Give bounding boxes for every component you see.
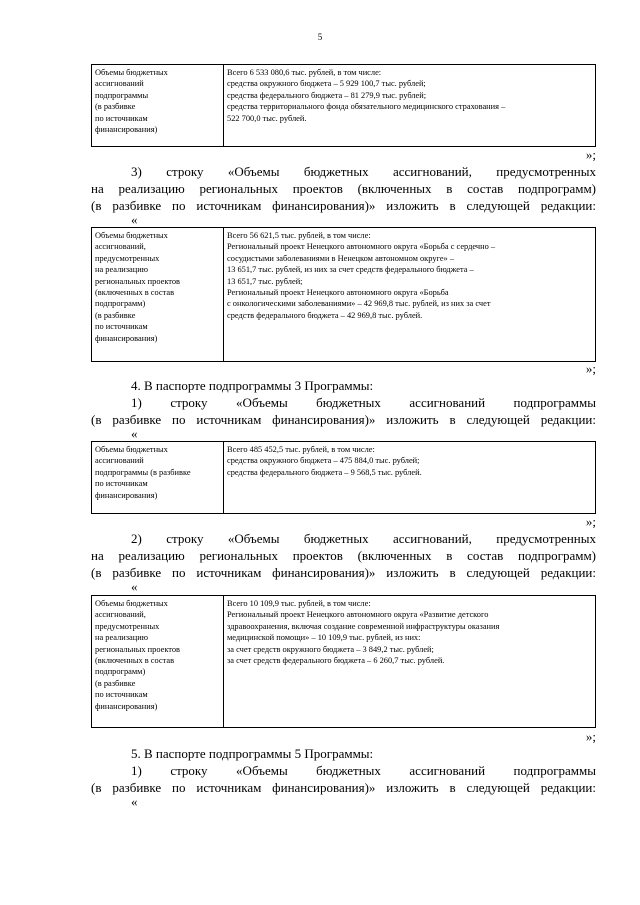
label-line: финансирования) [95,490,158,500]
table-regional-projects-3 [91,595,596,728]
heading-subprogram-3: 4. В паспорте подпрограммы 3 Программы: [131,378,374,393]
paragraph-line: на реализацию региональных проектов (включенных в состав подпрограмм) [91,181,596,196]
label-line: (включенных в состав [95,656,175,666]
label-line: (в разбивке [95,310,136,320]
paragraph-2-item [91,530,596,581]
table-value-cell [224,65,596,147]
closing-quote: »; [585,514,596,529]
table-subprogram-budget-3 [91,441,596,514]
value-line: средств федерального бюджета – 42 969,8 тыс. рублей. [227,310,423,320]
label-line: подпрограммы (в разбивке [95,467,191,477]
label-line: (в разбивке [95,102,136,112]
paragraph-line: на реализацию региональных проектов (включенных в состав подпрограмм) [91,548,596,563]
value-line: средства территориального фонда обязательного медицинского страхования – [227,102,506,112]
paragraph-1-item [91,762,596,796]
opening-quote: « [131,426,138,441]
paragraph-line: (в разбивке по источникам финансирования)» изложить в следующей редакции: [91,412,596,427]
label-line: по источникам [95,690,148,700]
table-label-cell [92,65,224,147]
value-line: средства федерального бюджета – 81 279,9 тыс. рублей; [227,90,427,100]
paragraph-line: (в разбивке по источникам финансирования)» изложить в следующей редакции: [91,780,596,795]
label-line: Объемы бюджетных [95,68,168,77]
value-line: за счет средств окружного бюджета – 3 849,2 тыс. рублей; [227,644,434,654]
closing-quote: »; [585,361,596,376]
label-line: на реализацию [95,633,148,643]
table-value-cell [224,596,596,728]
paragraph-line: 3) строку «Объемы бюджетных ассигнований, предусмотренных [131,164,596,179]
value-line: средства федерального бюджета – 9 568,5 тыс. рублей. [227,467,422,477]
label-line: региональных проектов [95,276,180,286]
value-line: 13 651,7 тыс. рублей; [227,276,303,286]
value-line: здравоохранения, включая создание современной инфраструктуры оказания [227,621,500,631]
value-line: Всего 10 109,9 тыс. рублей, в том числе: [227,599,371,608]
label-line: ассигнований, [95,610,146,620]
paragraph-line: (в разбивке по источникам финансирования)» изложить в следующей редакции: [91,565,596,580]
value-line: Региональный проект Ненецкого автономного округа «Развитие детского [227,610,489,620]
paragraph-line: 1) строку «Объемы бюджетных ассигнований подпрограммы [131,763,596,778]
label-line: ассигнований [95,456,144,466]
value-line: Региональный проект Ненецкого автономного округа «Борьба с сердечно – [227,242,496,252]
closing-quote: »; [585,729,596,744]
page-number: 5 [317,32,323,42]
heading-subprogram-5: 5. В паспорте подпрограммы 5 Программы: [131,746,374,761]
opening-quote: « [131,212,138,227]
label-line: предусмотренных [95,253,160,263]
value-line: 13 651,7 тыс. рублей, из них за счет средств федерального бюджета – [227,265,474,275]
label-line: по источникам [95,322,148,332]
value-line: Всего 485 452,5 тыс. рублей, в том числе: [227,445,375,454]
label-line: (в разбивке [95,678,136,688]
value-line: средства окружного бюджета – 475 884,0 тыс. рублей; [227,456,420,466]
value-line: Всего 56 621,5 тыс. рублей, в том числе: [227,231,371,240]
label-line: подпрограмм) [95,299,146,309]
label-line: Объемы бюджетных [95,445,168,454]
table-regional-projects-1 [91,227,596,362]
label-line: по источникам [95,113,148,123]
value-line: Региональный проект Ненецкого автономного округа «Борьба [227,288,449,298]
paragraph-line: 1) строку «Объемы бюджетных ассигнований подпрограммы [131,395,596,410]
value-line: средства окружного бюджета – 5 929 100,7 тыс. рублей; [227,79,426,89]
paragraph-1-item [91,394,596,428]
opening-quote: « [131,794,138,809]
label-line: предусмотренных [95,621,160,631]
table-label-cell [92,228,224,362]
value-line: Всего 6 533 080,6 тыс. рублей, в том числе: [227,68,382,77]
opening-quote: « [131,579,138,594]
label-line: Объемы бюджетных [95,231,168,240]
paragraph-line: (в разбивке по источникам финансирования)» изложить в следующей редакции: [91,198,596,213]
label-line: финансирования) [95,125,158,135]
label-line: Объемы бюджетных [95,599,168,608]
closing-quote: »; [585,147,596,162]
table-value-cell [224,228,596,362]
label-line: подпрограммы [95,90,149,100]
table-subprogram-budget-1 [91,64,596,147]
table-label-cell [92,442,224,514]
label-line: подпрограмм) [95,667,146,677]
value-line: медицинской помощи» – 10 109,9 тыс. рублей, из них: [227,633,421,643]
label-line: финансирования) [95,333,158,343]
label-line: по источникам [95,479,148,489]
value-line: 522 700,0 тыс. рублей. [227,113,307,123]
table-label-cell [92,596,224,728]
value-line: за счет средств федерального бюджета – 6 260,7 тыс. рублей. [227,656,445,666]
paragraph-line: 2) строку «Объемы бюджетных ассигнований, предусмотренных [131,531,596,546]
table-row [92,228,596,362]
label-line: на реализацию [95,265,148,275]
paragraph-3-item [91,163,596,214]
table-row [92,596,596,728]
value-line: сосудистыми заболеваниями в Ненецком автономном округе» – [227,253,455,263]
value-line: с онкологическими заболеваниями» – 42 969,8 тыс. рублей, из них за счет [227,299,491,309]
label-line: ассигнований [95,79,144,89]
label-line: ассигнований, [95,242,146,252]
table-value-cell [224,442,596,514]
table-row [92,442,596,514]
label-line: (включенных в состав [95,288,175,298]
table-row [92,65,596,147]
label-line: финансирования) [95,701,158,711]
label-line: региональных проектов [95,644,180,654]
